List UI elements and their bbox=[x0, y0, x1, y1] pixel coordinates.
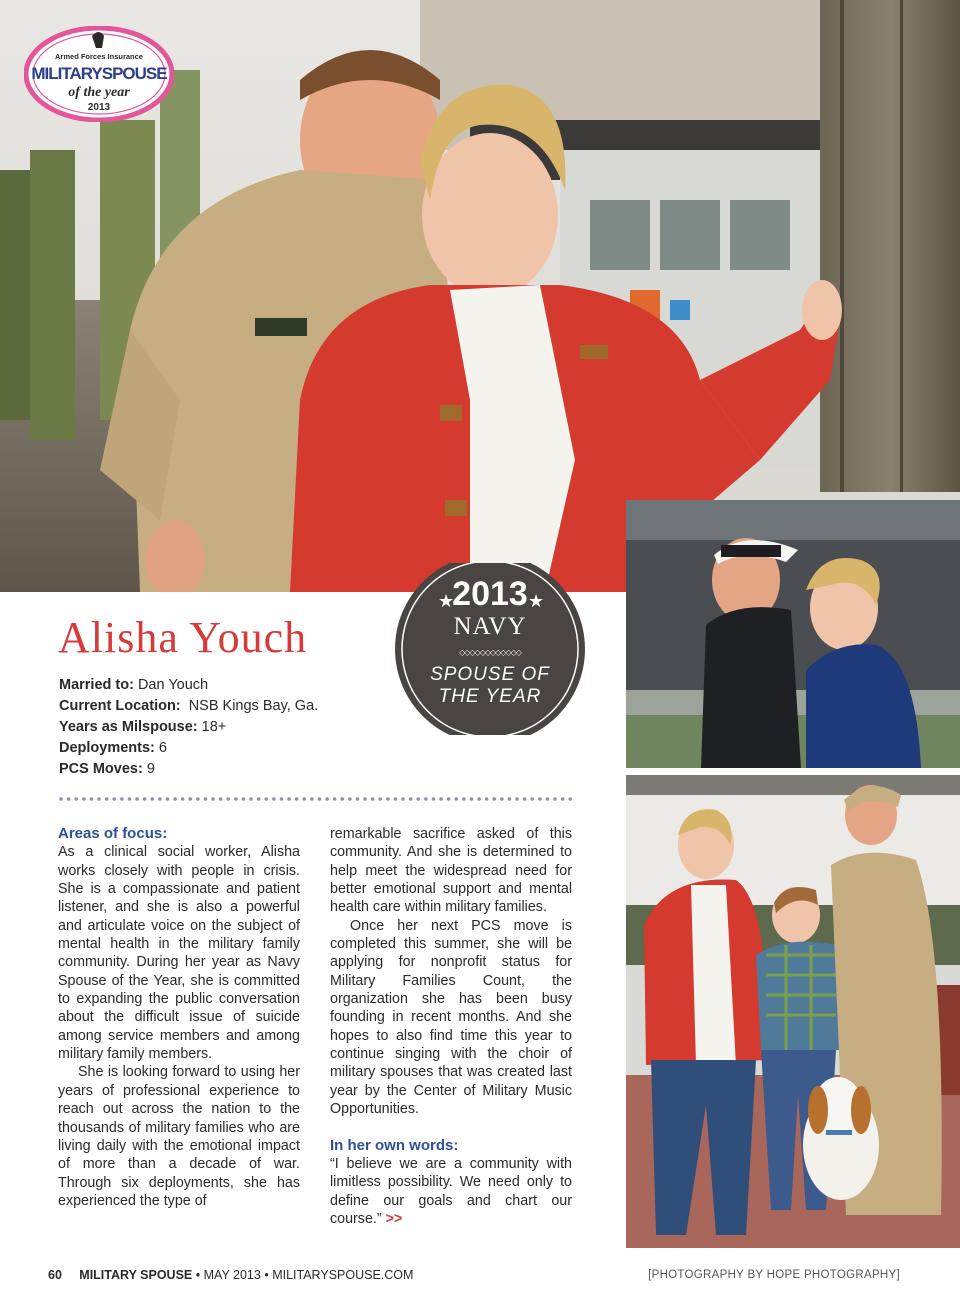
issue-date: MAY 2013 bbox=[203, 1268, 261, 1282]
family-with-dog-photo bbox=[626, 775, 960, 1248]
photo3-illustration bbox=[626, 775, 960, 1248]
article-paragraph-4: Once her next PCS move is completed this summer, she will be applying for nonprofit status for Military Families Count, the organization she has been busy founding in recent months. And she hopes to also find time this year to continue singing with the choir of military spouses that was created last year by the Center of Military Music Opportunities. bbox=[330, 917, 572, 1118]
footer-separator: • bbox=[264, 1268, 269, 1282]
focus-heading: Areas of focus: bbox=[58, 825, 168, 842]
fact-label: Years as Milspouse: bbox=[59, 719, 198, 735]
dotted-divider bbox=[59, 795, 575, 803]
badge-title-line2: THE YEAR bbox=[438, 686, 542, 707]
badge-year: 2013 bbox=[452, 575, 528, 613]
fact-value: 6 bbox=[154, 740, 167, 756]
logo-top-text: Armed Forces Insurance bbox=[55, 52, 143, 61]
article-paragraph-2: She is looking forward to using her years of professional experience to reach out across the nation to the thousands of military families who are living daily with the emotional impact of more than a decade of war. Through six deployments, she has experienced the type of bbox=[58, 1064, 300, 1209]
article-column-1 bbox=[58, 825, 300, 1210]
fact-label: Deployments: bbox=[59, 740, 155, 756]
fact-deployments bbox=[59, 740, 167, 756]
article-column-2 bbox=[330, 825, 572, 1228]
badge-branch: NAVY bbox=[453, 613, 527, 640]
couple-dress-uniform-photo bbox=[626, 500, 960, 768]
badge-star-right-icon: ★ bbox=[528, 591, 545, 612]
military-spouse-of-the-year-logo bbox=[24, 26, 174, 122]
fact-value: NSB Kings Bay, Ga. bbox=[180, 698, 319, 714]
badge-star-left-icon: ★ bbox=[438, 591, 455, 612]
quote-paragraph bbox=[330, 1155, 572, 1228]
fact-years-as-milspouse bbox=[59, 719, 226, 735]
photo-credit: [PHOTOGRAPHY BY HOPE PHOTOGRAPHY] bbox=[648, 1269, 900, 1281]
fact-pcs-moves bbox=[59, 761, 155, 777]
badge-divider: ◇◇◇◇◇◇◇◇◇◇◇◇ bbox=[459, 648, 521, 657]
badge-title-line1: SPOUSE OF bbox=[430, 664, 550, 685]
fact-married-to bbox=[59, 677, 208, 693]
article-paragraph-3: remarkable sacrifice asked of this community. And she is determined to help meet the widespread need for better emotional support and mental health care within military families. bbox=[330, 826, 572, 916]
profile-name: Alisha Youch bbox=[58, 613, 308, 662]
logo-seal bbox=[24, 26, 174, 122]
logo-year-text: 2013 bbox=[87, 102, 111, 113]
fact-value: Dan Youch bbox=[133, 677, 209, 693]
website: MILITARYSPOUSE.COM bbox=[272, 1268, 414, 1282]
photo2-illustration bbox=[626, 500, 960, 768]
words-heading: In her own words: bbox=[330, 1136, 459, 1154]
fact-label: PCS Moves: bbox=[59, 761, 143, 777]
magazine-name: MILITARY SPOUSE bbox=[79, 1268, 193, 1282]
fact-label: Married to: bbox=[59, 677, 134, 693]
fact-value: 18+ bbox=[197, 719, 227, 735]
navy-spouse-badge bbox=[394, 563, 586, 735]
fact-label: Current Location: bbox=[59, 698, 181, 714]
footer-separator: • bbox=[195, 1268, 201, 1282]
fact-current-location bbox=[59, 698, 318, 714]
quote-text: “I believe we are a community with limitless possibility. We need only to define our goals and chart our course.” bbox=[330, 1155, 572, 1227]
page-number: 60 bbox=[48, 1268, 62, 1282]
logo-sub-text: of the year bbox=[68, 85, 130, 100]
continue-arrows[interactable]: >> bbox=[385, 1210, 403, 1227]
fact-value: 9 bbox=[142, 761, 155, 777]
logo-main-text: MILITARYSPOUSE bbox=[31, 64, 167, 83]
footer-folio bbox=[48, 1268, 413, 1282]
article-paragraph-1: As a clinical social worker, Alisha works closely with people in crisis. She is a compassionate and patient listener, and she is also a powerful and articulate voice on the subject of mental health in the military family community. During her year as Navy Spouse of the Year, she is committed to expanding the public conversation about the difficult issue of suicide among service members and among military family members. bbox=[58, 844, 300, 1063]
